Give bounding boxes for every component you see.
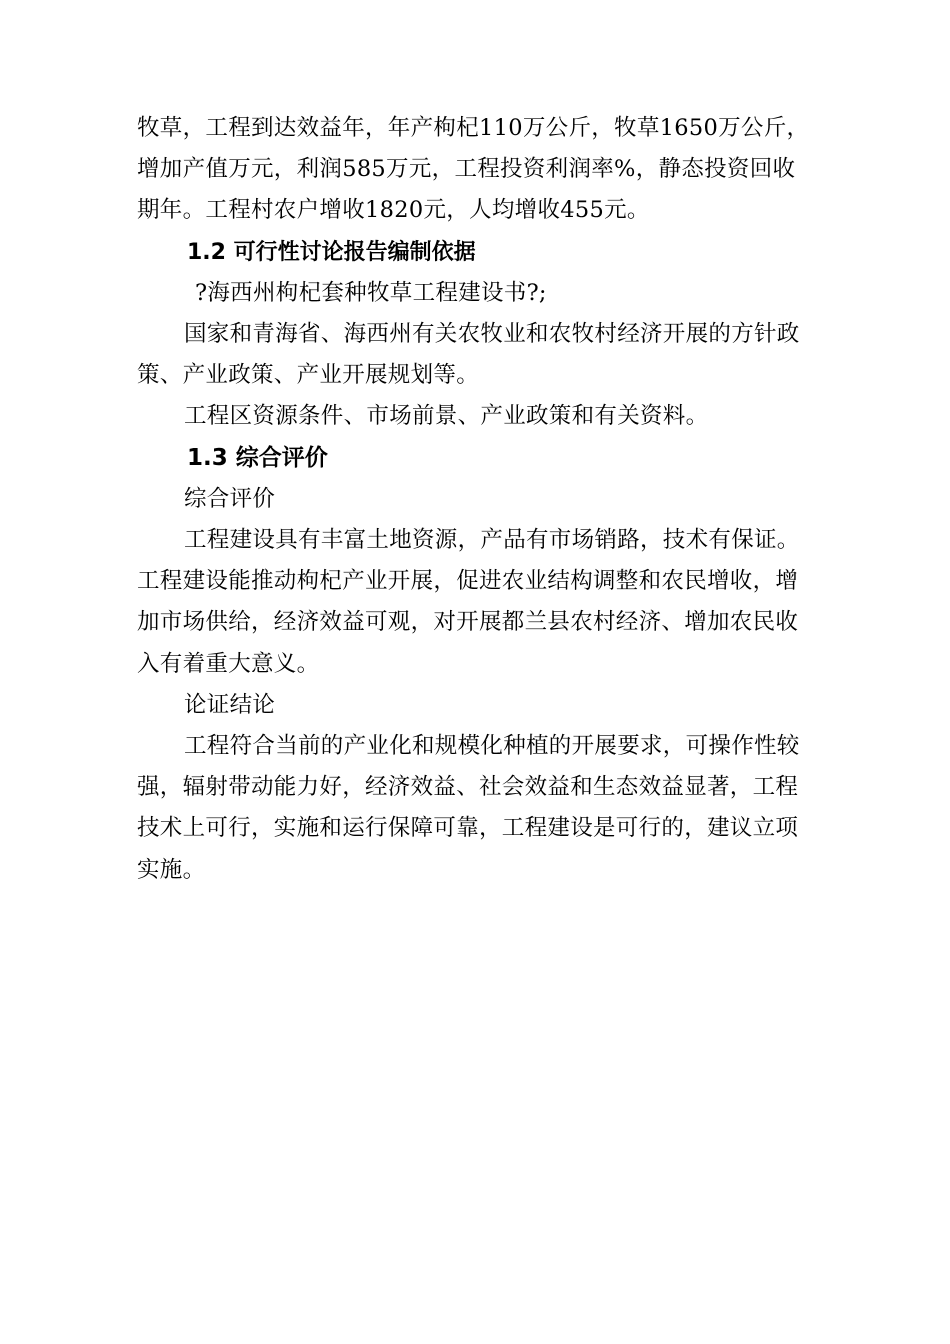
- document-body: [137, 108, 837, 891]
- intro-line-3: 期年。工程村农户增收1820元，人均增收455元。: [137, 197, 650, 224]
- evaluation-line-4: 入有着重大意义。: [137, 650, 320, 677]
- section-heading-1-2: 1.2 可行性讨论报告编制依据: [187, 239, 476, 265]
- sub-heading-conclusion: 论证结论: [184, 691, 276, 718]
- section-heading-1-3: 1.3 综合评价: [187, 444, 328, 471]
- basis-item-1: ?海西州枸杞套种牧草工程建设书?;: [195, 279, 547, 306]
- basis-item-2: [137, 314, 837, 396]
- evaluation-paragraph: [137, 520, 837, 685]
- conclusion-line-2: 强，辐射带动能力好，经济效益、社会效益和生态效益显著，工程: [137, 774, 799, 801]
- conclusion-line-3: 技术上可行，实施和运行保障可靠，工程建设是可行的，建议立项: [137, 815, 799, 842]
- evaluation-line-3: 加市场供给，经济效益可观，对开展都兰县农村经济、增加农民收: [137, 609, 799, 636]
- conclusion-line-4: 实施。: [137, 856, 206, 883]
- basis-item-2-line-1: 国家和青海省、海西州有关农牧业和农牧村经济开展的方针政: [184, 321, 800, 348]
- sub-heading-evaluation: 综合评价: [184, 485, 276, 512]
- basis-item-2-line-2: 策、产业政策、产业开展规划等。: [137, 362, 480, 389]
- conclusion-paragraph: [137, 726, 837, 891]
- basis-item-3: 工程区资源条件、市场前景、产业政策和有关资料。: [184, 403, 709, 430]
- intro-line-1: 牧草，工程到达效益年，年产枸杞110万公斤，牧草1650万公斤，: [137, 115, 810, 141]
- evaluation-line-1: 工程建设具有丰富土地资源，产品有市场销路，技术有保证。: [184, 527, 800, 554]
- evaluation-line-2: 工程建设能推动枸杞产业开展，促进农业结构调整和农民增收，增: [137, 568, 799, 595]
- intro-line-2: 增加产值万元，利润585万元，工程投资利润率%，静态投资回收: [137, 156, 796, 183]
- conclusion-line-1: 工程符合当前的产业化和规模化种植的开展要求，可操作性较: [184, 733, 800, 760]
- intro-paragraph: [137, 108, 837, 232]
